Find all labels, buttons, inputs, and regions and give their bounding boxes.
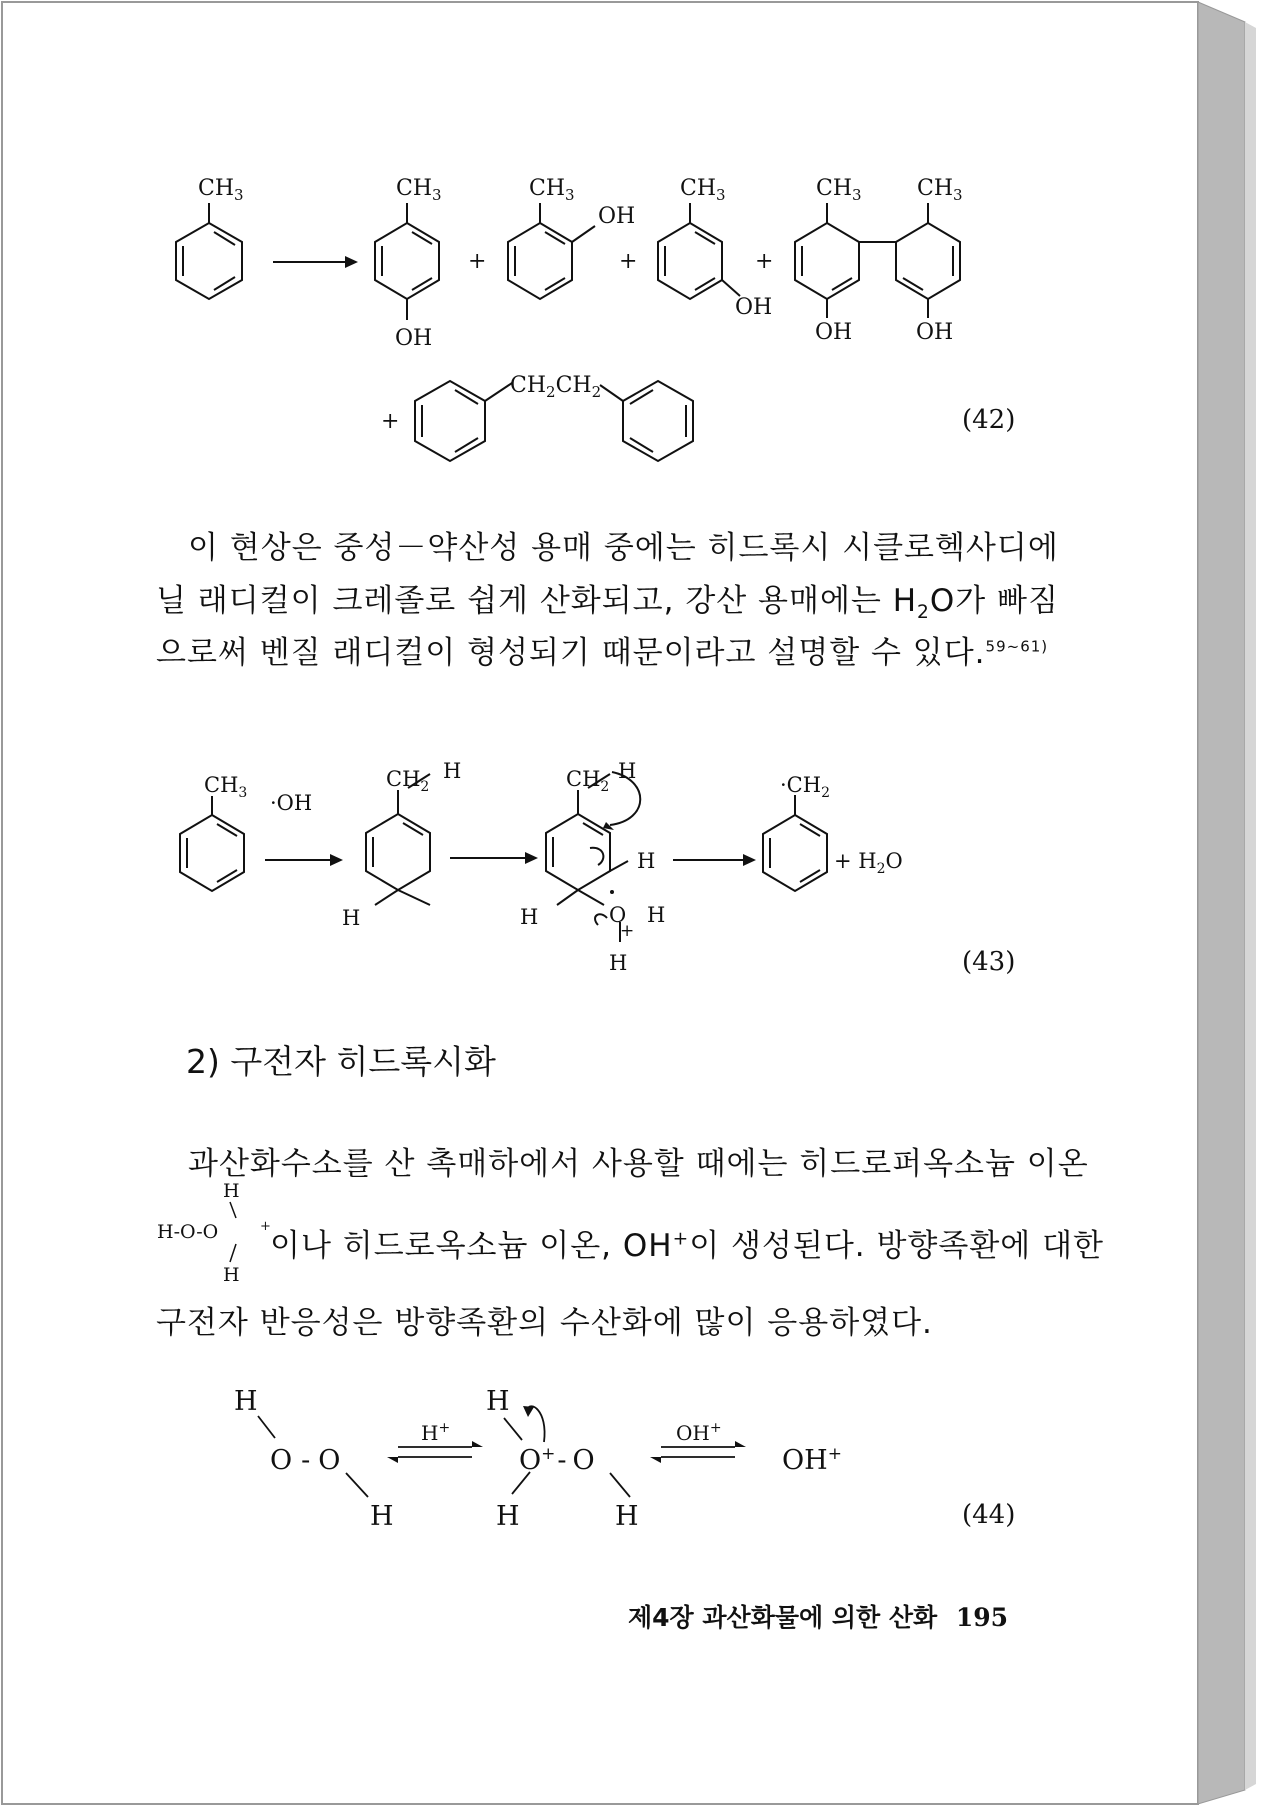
svg-text:·OH: ·OH [270, 791, 313, 815]
page-number: 195 [955, 1603, 1009, 1632]
svg-text:OH: OH [395, 326, 433, 351]
svg-text:CH3: $CH_3$ [529, 176, 575, 204]
svg-text:OH+: OH+ [676, 1420, 722, 1445]
svg-text:CH3: $CH_3$ [204, 773, 248, 801]
svg-text:·CH2: $\cdot CH_2$ [780, 773, 830, 801]
svg-text:+: + [381, 409, 400, 434]
svg-text:H: H [443, 759, 462, 783]
svg-text:OH: OH [916, 320, 954, 345]
para2-line2: 이나 히드로옥소늄 이온, OH+이 생성된다. 방향족환에 대한 [270, 1228, 1104, 1264]
svg-text:CH3: $CH_3$ [816, 176, 862, 204]
svg-text:O+-O: O+- O [519, 1444, 595, 1476]
svg-text:CH2: $CH_2$ [386, 767, 430, 795]
svg-text:H+: H+ [421, 1420, 451, 1445]
svg-text:H: H [486, 1386, 510, 1417]
svg-text:H: H [342, 906, 361, 930]
svg-text:OH: OH [598, 204, 636, 229]
svg-text:+: + [755, 249, 774, 274]
section-heading: 2) 구전자 히드록시화 [186, 1042, 496, 1081]
chapter-title: 제4장 과산화물에 의한 산화 [628, 1603, 938, 1632]
reaction-42 [0, 0, 1287, 480]
svg-text:H: H [370, 1501, 394, 1532]
svg-text:H: H [223, 1264, 240, 1286]
svg-text:H-O-O: H-O-O [157, 1221, 219, 1243]
svg-text:H: H [647, 903, 666, 927]
svg-text:H: H [615, 1501, 639, 1532]
para1-line2: 닐 래디컬이 크레졸로 쉽게 산화되고, 강산 용매에는 $H_2O$가 빠짐 [156, 583, 1059, 624]
svg-text:OH+: OH+ [782, 1444, 842, 1476]
svg-text:H: H [637, 849, 656, 873]
svg-text:+ H2O: + $H_2O$ [834, 849, 903, 877]
svg-text:CH3: $CH_3$ [917, 176, 963, 204]
svg-text:H: H [234, 1386, 258, 1417]
svg-text:CH3: $CH_3$ [396, 176, 442, 204]
svg-text:H: H [618, 759, 637, 783]
equation-number-44: (44) [962, 1500, 1016, 1530]
equation-number-43: (43) [962, 947, 1016, 977]
svg-text:OH: OH [735, 295, 773, 320]
reaction-43 [0, 720, 1287, 1050]
svg-text:H: H [496, 1501, 520, 1532]
svg-text:+: + [468, 249, 487, 274]
ch3-label: $CH_3$ [198, 176, 244, 204]
hydroperoxonium-formula [152, 1180, 272, 1300]
para2-line3: 구전자 반응성은 방향족환의 수산화에 많이 응용하였다. [156, 1305, 933, 1341]
para1-line1: 이 현상은 중성－약산성 용매 중에는 히드록시 시클로헥사디에 [188, 530, 1059, 566]
svg-text:CH2: $CH_2$ [566, 767, 610, 795]
reaction-44 [0, 1370, 1287, 1550]
svg-text:O: O [609, 903, 627, 927]
svg-text:H: H [520, 905, 539, 929]
svg-text:H: H [609, 951, 628, 975]
equation-number-42: (42) [962, 405, 1016, 435]
svg-text:+: + [620, 921, 635, 941]
svg-text:+: + [619, 249, 638, 274]
svg-text:+: + [260, 1219, 271, 1234]
running-footer [628, 1598, 1008, 1634]
svg-text:O-O: O - O [270, 1445, 341, 1476]
svg-text:H: H [223, 1180, 240, 1202]
para2-line1: 과산화수소를 산 촉매하에서 사용할 때에는 히드로퍼옥소늄 이온 [188, 1146, 1089, 1182]
svg-text:CH2CH2: $CH_2CH_2$ [510, 373, 602, 401]
para1-line3: 으로써 벤질 래디컬이 형성되기 때문이라고 설명할 수 있다.$^{59\sim 61)}$ [156, 635, 1049, 671]
svg-text:CH3: $CH_3$ [680, 176, 726, 204]
svg-text:OH: OH [815, 320, 853, 345]
